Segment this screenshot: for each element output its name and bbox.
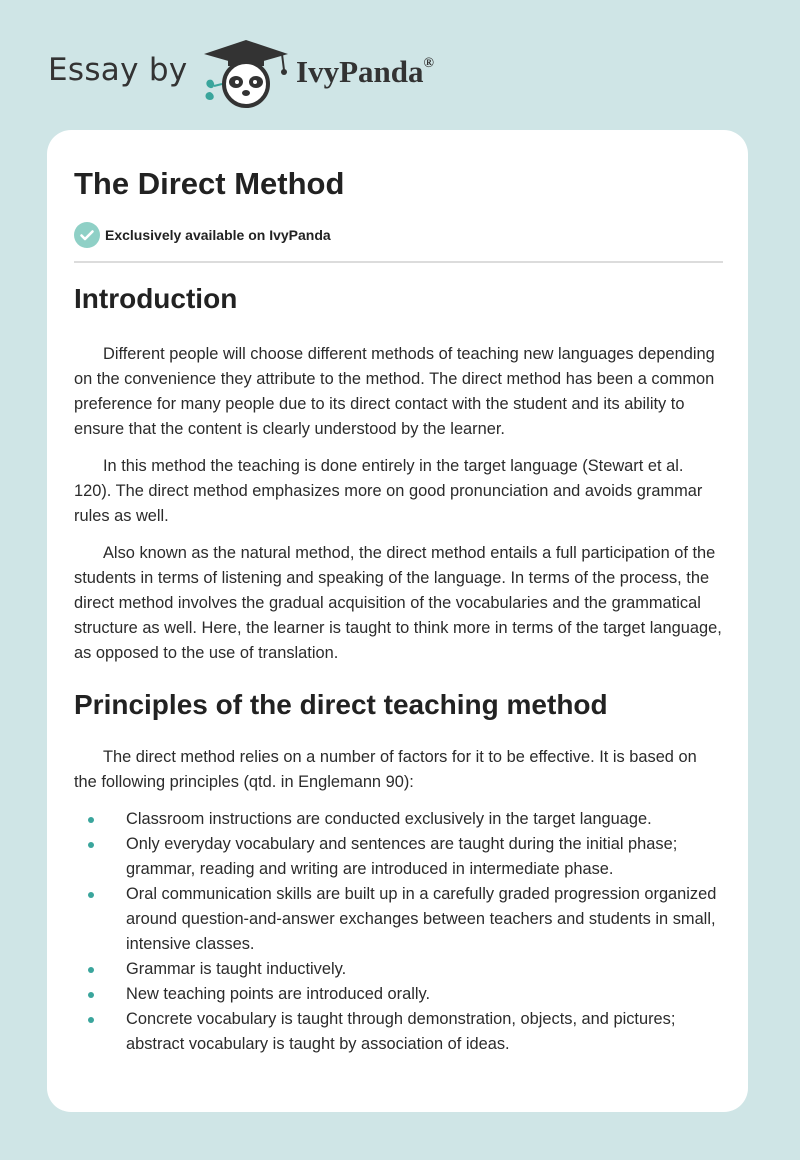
essay-by-label: Essay by	[48, 52, 188, 88]
divider	[74, 261, 723, 263]
essay-card	[47, 130, 748, 1112]
principles-list	[74, 807, 723, 1057]
paragraph: Also known as the natural method, the direct method entails a full participation of the students in terms of listening and speaking of the language. In terms of the process, the direct method involves the gradual acquisition of the vocabularies and the grammatical structure as well. Here, the learner is taught to think more in terms of the target language, as opposed to the use of translation.	[74, 543, 722, 662]
list-item: Concrete vocabulary is taught through demonstration, objects, and pictures; abstract vocabulary is taught by association of ideas.	[74, 1007, 723, 1057]
paragraph: Different people will choose different methods of teaching new languages depending on the convenience they attribute to the method. The direct method has been a common preference for many people due to its direct contact with the student and its ability to ensure that the content is clearly understood by the learner.	[74, 344, 715, 438]
check-badge-icon	[74, 222, 100, 248]
article-body	[74, 282, 723, 1057]
section-heading-principles: Principles of the direct teaching method	[74, 688, 608, 720]
bullet-icon	[88, 992, 94, 998]
site-header	[0, 0, 800, 120]
bullet-icon	[88, 817, 94, 823]
bullet-icon	[88, 892, 94, 898]
exclusive-badge	[74, 222, 331, 248]
panda-logo-icon[interactable]	[198, 36, 294, 108]
section-heading-introduction: Introduction	[74, 283, 238, 314]
list-item: Only everyday vocabulary and sentences are taught during the initial phase; grammar, reading and writing are introduced in intermediate phase.	[74, 832, 723, 882]
paragraph: In this method the teaching is done entirely in the target language (Stewart et al. 120). The direct method emphasizes more on good pronunciation and avoids grammar rules as well.	[74, 456, 703, 525]
badge-text: Exclusively available on IvyPanda	[105, 227, 331, 243]
list-item: New teaching points are introduced orally.	[74, 982, 723, 1007]
bullet-icon	[88, 842, 94, 848]
list-item: Oral communication skills are built up in a carefully graded progression organized around question-and-answer exchanges between teachers and students in small, intensive classes.	[74, 882, 723, 957]
paragraph: The direct method relies on a number of factors for it to be effective. It is based on the following principles (qtd. in Englemann 90):	[74, 748, 697, 792]
list-item: Classroom instructions are conducted exclusively in the target language.	[74, 807, 723, 832]
bullet-icon	[88, 967, 94, 973]
list-item: Grammar is taught inductively.	[74, 957, 723, 982]
brand-name[interactable]: IvyPanda®	[296, 54, 434, 89]
bullet-icon	[88, 1017, 94, 1023]
page-title: The Direct Method	[74, 166, 345, 201]
